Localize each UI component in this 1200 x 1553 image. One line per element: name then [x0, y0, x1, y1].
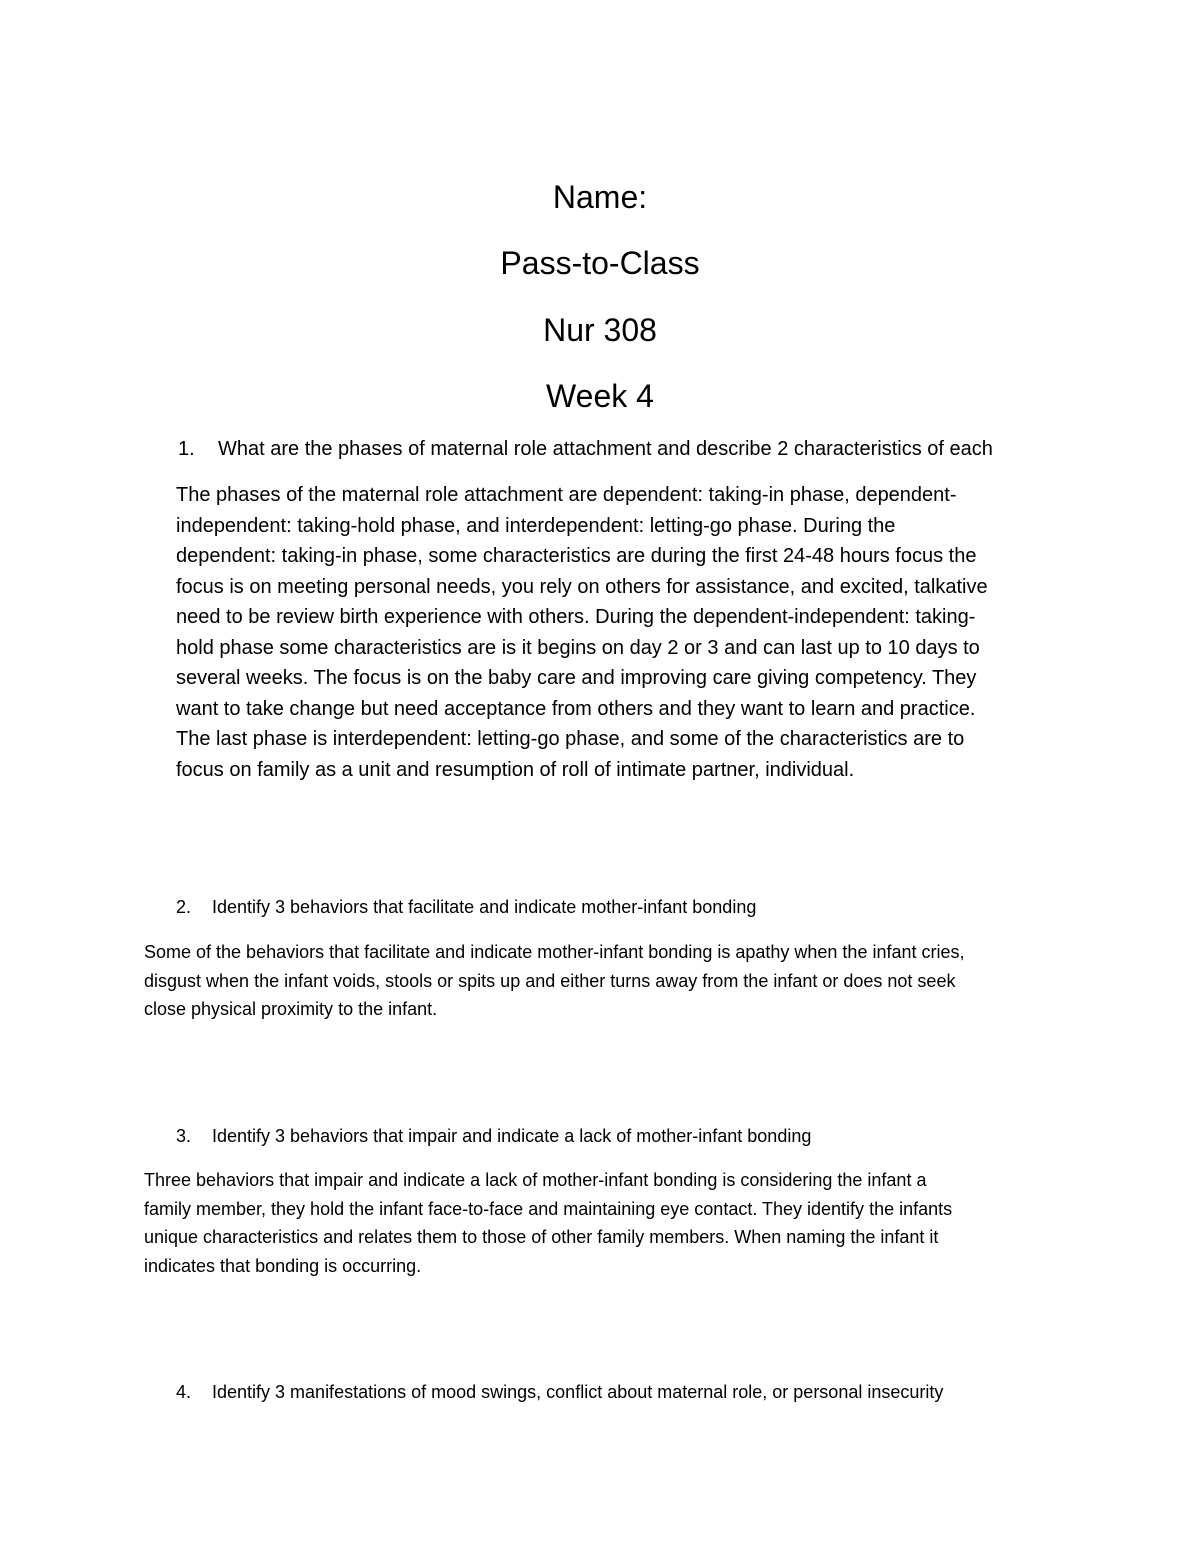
answer-line: independent: taking-hold phase, and interdependent: letting-go phase. During the — [176, 514, 896, 537]
question-number: 3. — [176, 1126, 192, 1146]
question-text: Identify 3 manifestations of mood swings, conflict about maternal role, or personal insecurity — [212, 1382, 944, 1402]
answer-line: need to be review birth experience with others. During the dependent-independent: taking- — [176, 606, 976, 628]
answer-line: family member, they hold the infant face-to-face and maintaining eye contact. They identify the infants — [144, 1198, 953, 1219]
question-number: 2. — [176, 897, 192, 917]
question-text: Identify 3 behaviors that facilitate and indicate mother-infant bonding — [212, 897, 757, 917]
answer-line: want to take change but need acceptance from others and they want to learn and practice. — [176, 697, 976, 720]
answer-line: unique characteristics and relates them to those of other family members. When naming the infant it — [144, 1227, 939, 1247]
answer-2 — [144, 938, 1064, 1024]
answer-line: Three behaviors that impair and indicate a lack of mother-infant bonding is considering the infant a — [144, 1170, 927, 1190]
answer-line: focus on family as a unit and resumption of roll of intimate partner, individual. — [176, 758, 855, 781]
question-text: What are the phases of maternal role attachment and describe 2 characteristics of each — [218, 438, 993, 460]
answer-3 — [144, 1166, 1064, 1280]
answer-line: The last phase is interdependent: letting-go phase, and some of the characteristics are to — [176, 728, 965, 750]
answer-line: Some of the behaviors that facilitate and indicate mother-infant bonding is apathy when the infant cries, — [144, 942, 965, 962]
question-number: 4. — [176, 1382, 192, 1402]
answer-1 — [176, 480, 1056, 785]
week-label: Week 4 — [546, 378, 654, 414]
answer-line: dependent: taking-in phase, some characteristics are during the first 24-48 hours focus the — [176, 545, 977, 567]
name-label: Name: — [552, 179, 648, 215]
answer-line: several weeks. The focus is on the baby care and improving care giving competency. They — [176, 667, 977, 689]
answer-line: The phases of the maternal role attachment are dependent: taking-in phase, dependent- — [176, 484, 957, 506]
answer-line: focus is on meeting personal needs, you rely on others for assistance, and excited, talkative — [176, 575, 988, 598]
answer-line: close physical proximity to the infant. — [144, 999, 438, 1019]
document-title: Pass-to-Class — [500, 245, 700, 281]
question-1 — [178, 436, 993, 462]
question-2 — [176, 895, 756, 919]
question-text: Identify 3 behaviors that impair and indicate a lack of mother-infant bonding — [212, 1126, 812, 1146]
answer-line: disgust when the infant voids, stools or spits up and either turns away from the infant or does not seek — [144, 970, 956, 991]
course-code: Nur 308 — [543, 312, 657, 348]
answer-line: hold phase some characteristics are is it begins on day 2 or 3 and can last up to 10 days to — [176, 636, 980, 659]
question-3 — [176, 1124, 811, 1148]
answer-line: indicates that bonding is occurring. — [144, 1255, 422, 1276]
question-number: 1. — [178, 438, 195, 460]
question-4 — [176, 1380, 943, 1404]
